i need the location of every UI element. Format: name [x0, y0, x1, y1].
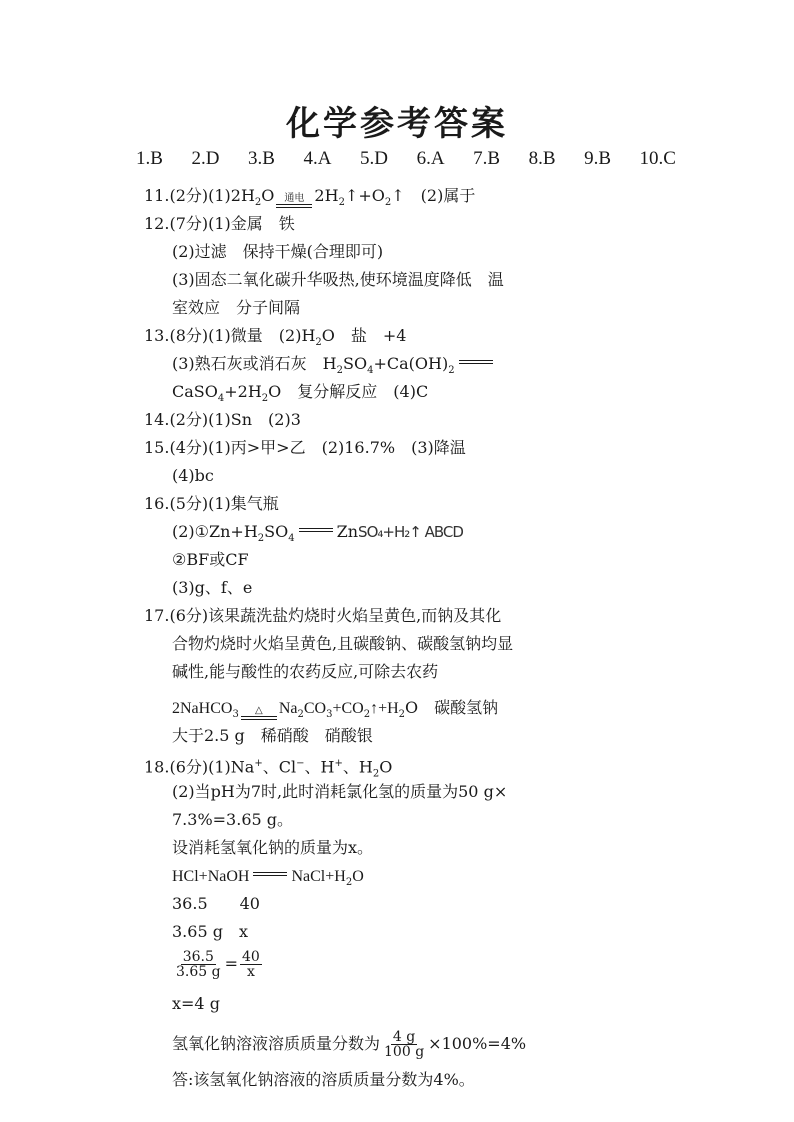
- q12-line-4: 室效应 分子间隔: [172, 298, 301, 317]
- q12-line-2: (2)过滤 保持干燥(合理即可): [172, 242, 384, 261]
- q18-final-answer: 答:该氢氧化钠溶液的溶质质量分数为4%。: [172, 1070, 475, 1089]
- q18-line-10: 氢氧化钠溶液溶质质量分数为 $\frac{4 g}{100 g}$ ×100%=4%: [172, 1029, 527, 1060]
- q16-line-4: (3)g、f、e: [172, 578, 253, 597]
- equation-equals-bar: [299, 528, 333, 532]
- mc-answer: 10.C: [639, 148, 676, 169]
- reaction-condition: 通电: [276, 194, 312, 213]
- mc-answer: 1.B: [136, 148, 163, 169]
- q17-line-3: 碱性,能与酸性的农药反应,可除去农药: [172, 662, 439, 681]
- q18-line-2: (2)当pH为7时,此时消耗氯化氢的质量为50 g×: [172, 782, 508, 801]
- q14-answer: 14.(2分)(1)Sn (2)3: [144, 410, 301, 429]
- equation-equals-bar: [459, 360, 493, 364]
- q17-line-5: 大于2.5 g 稀硝酸 硝酸银: [172, 726, 373, 745]
- mc-answer: 2.D: [191, 148, 220, 169]
- mc-answer: 3.B: [248, 148, 275, 169]
- q11-answer: 11.(2分)$(1)2H_2O$ 通电 $2H_2↑+O_2↑$ (2)属于: [144, 186, 475, 213]
- q18-line-1: 18.(6分)(1)Na+、Cl−、H+、$H_2O$: [144, 757, 393, 780]
- mc-answer: 5.D: [360, 148, 389, 169]
- q18-line-5: HCl+NaOH $NaCl+H_2O$: [172, 868, 364, 889]
- mc-answer: 7.B: [473, 148, 501, 169]
- mc-answer: 9.B: [584, 148, 611, 169]
- q13-line-2: (3)熟石灰或消石灰 $H_2SO_4+Ca(OH)_2$: [172, 354, 497, 381]
- page-title: 化学参考答案: [286, 104, 508, 144]
- fraction: $\frac{36.5}{3.65 g}$: [176, 949, 221, 980]
- reaction-condition: △: [241, 706, 277, 725]
- q18-line-6: 36.5 40: [172, 894, 260, 913]
- q17-line-1: 17.(6分)该果蔬洗盐灼烧时火焰呈黄色,而钠及其化: [144, 606, 502, 625]
- mc-answer: 6.A: [416, 148, 445, 169]
- fraction: $\frac{40}{x}$: [242, 949, 260, 980]
- q16-line-3: ②BF或CF: [172, 550, 249, 569]
- q18-proportion: $\frac{36.5}{3.65 g}$ = $\frac{40}{x}$: [176, 949, 260, 980]
- multiple-choice-answers: [136, 148, 676, 170]
- fraction: $\frac{4 g}{100 g}$: [384, 1029, 425, 1060]
- q17-line-2: 合物灼烧时火焰呈黄色,且碳酸钠、碳酸氢钠均显: [172, 634, 514, 653]
- q16-line-2: $(2)①Zn+H_2SO_4$ ZnSO₄+H₂↑ ABCD: [172, 522, 463, 545]
- q15-line-1: 15.(4分)(1)丙>甲>乙 (2)16.7% (3)降温: [144, 438, 466, 457]
- q18-line-4: 设消耗氢氧化钠的质量为x。: [172, 838, 374, 857]
- q17-line-4: 2NaHCO$_3$ △ $Na_2CO_3+CO_2↑+H_2O$ 碳酸氢钠: [172, 698, 498, 725]
- q15-line-2: (4)bc: [172, 466, 214, 485]
- mc-answer: 4.A: [303, 148, 332, 169]
- q16-line-1: 16.(5分)(1)集气瓶: [144, 494, 279, 513]
- handwritten-overwrite: SO₄+H₂↑ ABCD: [358, 523, 463, 541]
- q13-line-1: 13.(8分)(1)微量 $(2)H_2O$ 盐 +4: [144, 326, 407, 349]
- q18-line-3: 7.3%=3.65 g。: [172, 810, 294, 829]
- q12-line-1: 12.(7分)(1)金属 铁: [144, 214, 295, 233]
- q13-line-3: $CaSO_4+2H_2O$ 复分解反应 (4)C: [172, 382, 429, 405]
- q18-line-7: 3.65 g x: [172, 922, 248, 941]
- q18-line-9: x=4 g: [172, 994, 220, 1013]
- equation-equals-bar: [253, 872, 287, 876]
- mc-answer: 8.B: [528, 148, 556, 169]
- q12-line-3: (3)固态二氧化碳升华吸热,使环境温度降低 温: [172, 270, 504, 289]
